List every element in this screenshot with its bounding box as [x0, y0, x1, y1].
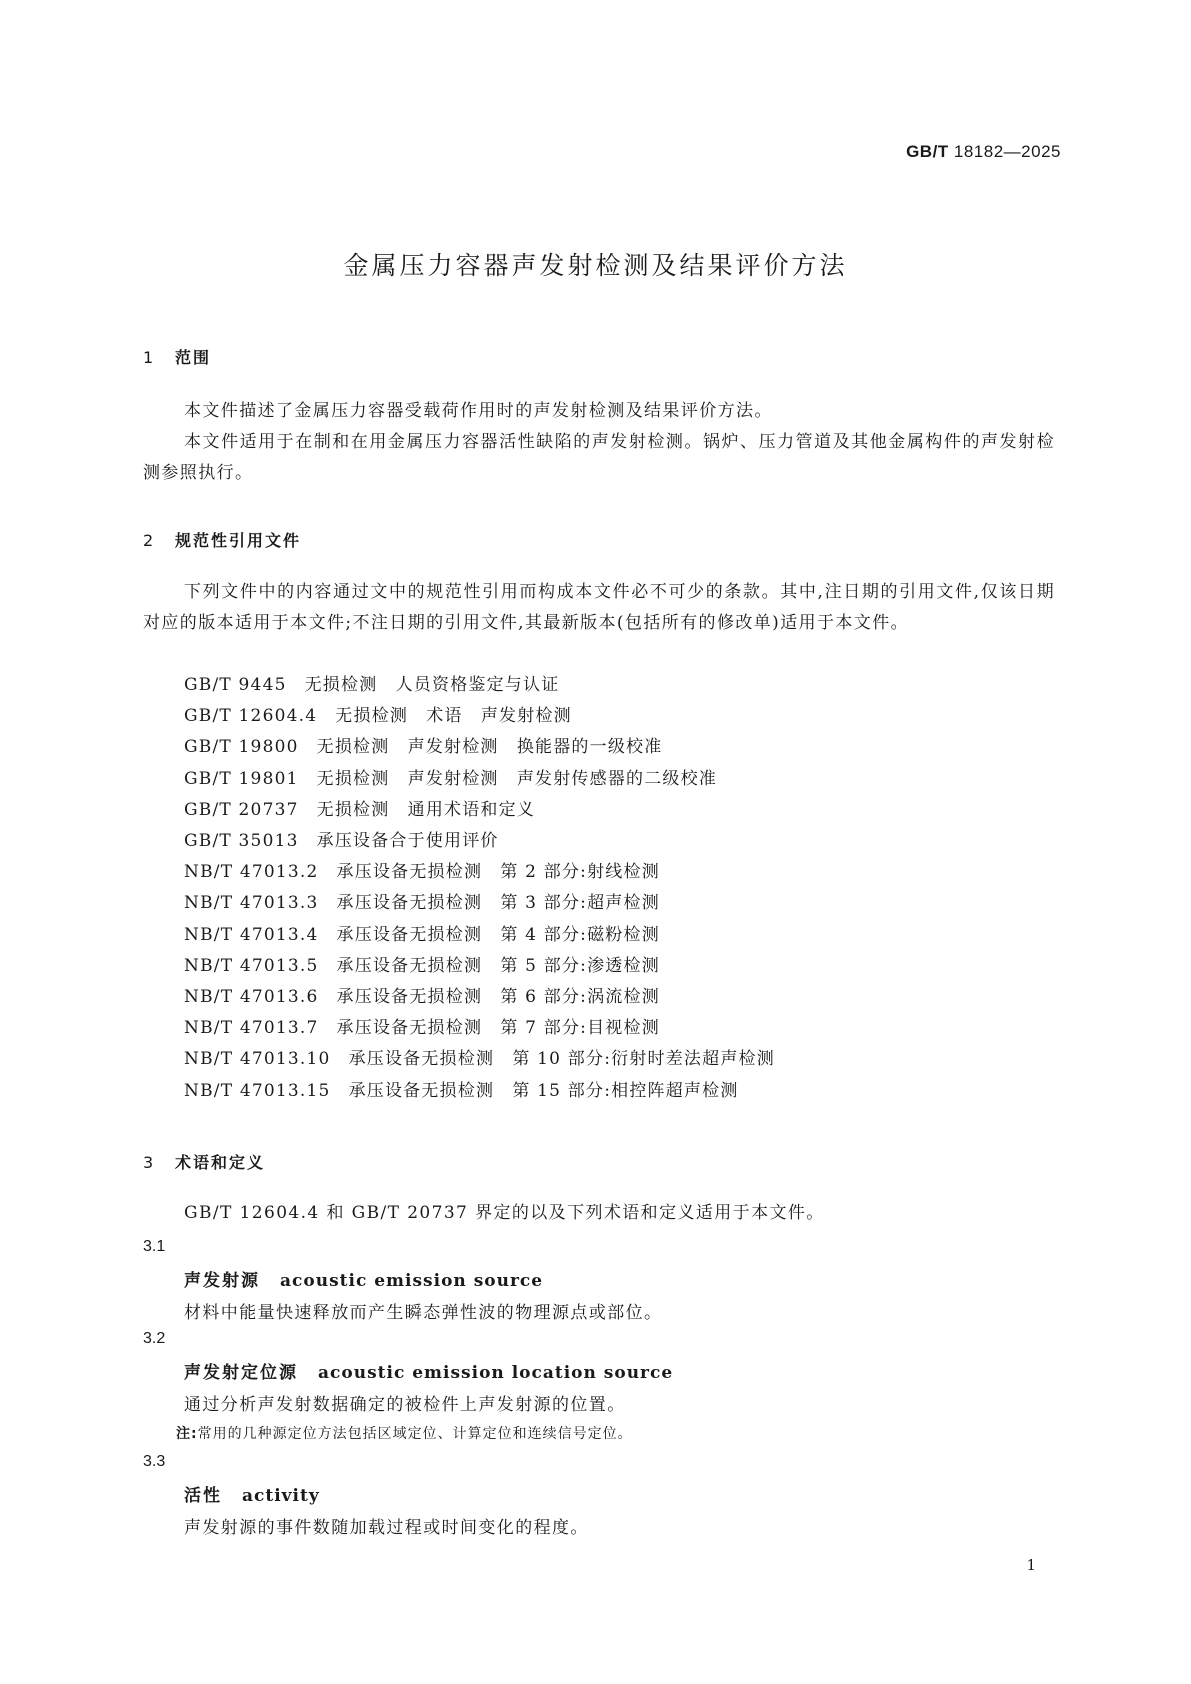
term-name: 活性 activity	[184, 1486, 320, 1506]
term-note: 注:常用的几种源定位方法包括区域定位、计算定位和连续信号定位。	[176, 1426, 633, 1442]
term-number: 3.1	[143, 1238, 166, 1255]
reference-item: NB/T 47013.10 承压设备无损检测 第 10 部分:衍射时差法超声检测	[184, 1049, 775, 1070]
normative-references-list	[184, 670, 775, 1107]
section-2-heading: 2 规范性引用文件	[143, 531, 302, 550]
reference-item: NB/T 47013.2 承压设备无损检测 第 2 部分:射线检测	[184, 862, 660, 883]
section-2-intro: 下列文件中的内容通过文中的规范性引用而构成本文件必不可少的条款。其中,注日期的引用文件,仅该日期对应的版本适用于本文件;不注日期的引用文件,其最新版本(包括所有的修改单)适用于本文件。	[143, 582, 1055, 633]
reference-item: GB/T 9445 无损检测 人员资格鉴定与认证	[184, 675, 560, 695]
term-definition: 材料中能量快速释放而产生瞬态弹性波的物理源点或部位。	[184, 1303, 663, 1323]
reference-item: GB/T 35013 承压设备合于使用评价	[184, 831, 499, 852]
section-1-paragraph-1: 本文件描述了金属压力容器受载荷作用时的声发射检测及结果评价方法。	[184, 401, 773, 421]
term-number: 3.2	[143, 1330, 166, 1347]
section-1-heading: 1 范围	[143, 348, 212, 367]
reference-item: NB/T 47013.4 承压设备无损检测 第 4 部分:磁粉检测	[184, 924, 660, 945]
reference-item: NB/T 47013.7 承压设备无损检测 第 7 部分:目视检测	[184, 1018, 660, 1039]
section-1-paragraph-2: 本文件适用于在制和在用金属压力容器活性缺陷的声发射检测。锅炉、压力管道及其他金属构件的声发射检测参照执行。	[143, 432, 1055, 483]
term-number: 3.3	[143, 1453, 166, 1470]
document-title: 金属压力容器声发射检测及结果评价方法	[343, 251, 848, 280]
page-number: 1	[1026, 1556, 1036, 1574]
standard-code: GB/T 18182—2025	[906, 142, 1061, 161]
term-definition: 声发射源的事件数随加载过程或时间变化的程度。	[184, 1518, 589, 1538]
reference-item: GB/T 19801 无损检测 声发射检测 声发射传感器的二级校准	[184, 768, 718, 789]
reference-item: NB/T 47013.15 承压设备无损检测 第 15 部分:相控阵超声检测	[184, 1080, 739, 1101]
reference-item: GB/T 12604.4 无损检测 术语 声发射检测	[184, 706, 572, 727]
reference-item: GB/T 19800 无损检测 声发射检测 换能器的一级校准	[184, 737, 663, 758]
term-name: 声发射定位源 acoustic emission location source	[184, 1363, 674, 1383]
section-3-intro: GB/T 12604.4 和 GB/T 20737 界定的以及下列术语和定义适用于本文件。	[184, 1203, 825, 1223]
reference-item: NB/T 47013.3 承压设备无损检测 第 3 部分:超声检测	[184, 893, 660, 914]
term-name: 声发射源 acoustic emission source	[184, 1271, 544, 1291]
section-3-heading: 3 术语和定义	[143, 1153, 266, 1172]
reference-item: NB/T 47013.5 承压设备无损检测 第 5 部分:渗透检测	[184, 955, 660, 976]
reference-item: NB/T 47013.6 承压设备无损检测 第 6 部分:涡流检测	[184, 987, 660, 1008]
term-definition: 通过分析声发射数据确定的被检件上声发射源的位置。	[184, 1395, 626, 1415]
reference-item: GB/T 20737 无损检测 通用术语和定义	[184, 799, 536, 820]
